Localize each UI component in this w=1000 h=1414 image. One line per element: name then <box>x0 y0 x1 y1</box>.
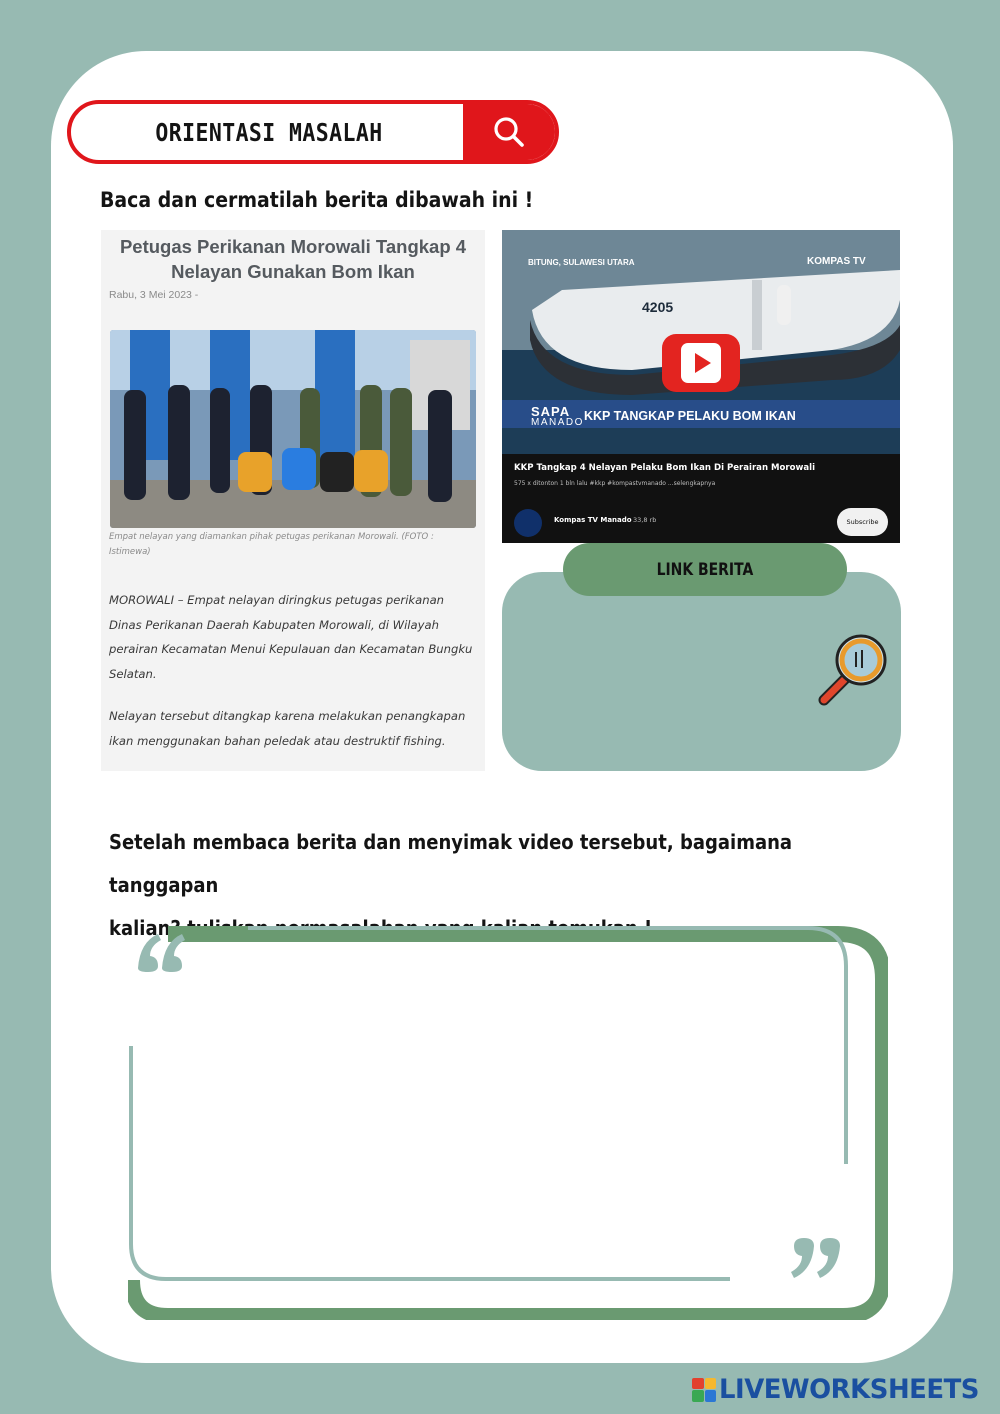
video-title[interactable]: KKP Tangkap 4 Nelayan Pelaku Bom Ikan Di Perairan Morowali <box>514 463 816 473</box>
instruction-text: Baca dan cermatilah berita dibawah ini ! <box>100 188 534 212</box>
news-article <box>101 230 485 771</box>
open-quote-icon <box>138 934 185 972</box>
channel-name[interactable]: Kompas TV Manado <box>554 516 632 524</box>
close-quote-icon <box>791 1238 840 1278</box>
article-date: Rabu, 3 Mei 2023 - <box>109 289 199 301</box>
article-photo <box>110 330 476 528</box>
svg-text:4205: 4205 <box>642 299 674 315</box>
question-text: Setelah membaca berita dan menyimak video tersebut, bagaimana tanggapan kalian? tuliskan permasalahan yang kalian temukan ! <box>109 830 793 940</box>
search-button[interactable] <box>463 104 555 160</box>
article-headline: Petugas Perikanan Morowali Tangkap 4 Nelayan Gunakan Bom Ikan <box>119 236 467 282</box>
answer-input[interactable] <box>170 990 810 1230</box>
section-title-bar <box>67 100 559 164</box>
section-title: ORIENTASI MASALAH <box>155 117 383 147</box>
liveworksheets-footer <box>692 1374 990 1405</box>
link-label-tab <box>563 543 847 596</box>
video-meta: 575 x ditonton 1 bln lalu #kkp #kompastvmanado ...selengkapnya <box>514 480 716 487</box>
magnifier-icon <box>814 630 894 710</box>
subscribe-button[interactable]: Subscribe <box>837 508 888 536</box>
search-icon <box>492 115 526 149</box>
liveworksheets-logo <box>692 1378 716 1402</box>
channel-brand: SAPA MANADO <box>531 404 584 428</box>
subscriber-count: 33,8 rb <box>633 516 657 524</box>
video-thumbnail[interactable] <box>502 230 900 543</box>
news-ticker: KKP TANGKAP PELAKU BOM IKAN <box>584 409 796 423</box>
article-paragraph: Nelayan tersebut ditangkap karena melakukan penangkapan ikan menggunakan bahan peledak atau destruktif fishing. <box>109 709 466 748</box>
play-button[interactable] <box>662 334 740 392</box>
svg-text:KOMPAS TV: KOMPAS TV <box>807 256 866 267</box>
location-tag: BITUNG, SULAWESI UTARA <box>528 258 635 267</box>
link-label: LINK BERITA <box>656 559 754 580</box>
article-paragraph: MOROWALI – Empat nelayan diringkus petugas perikanan Dinas Perikanan Daerah Kabupaten Morowali, di Wilayah perairan Kecamatan Menui Kepulauan dan Kecamatan Bungku Selatan. <box>109 593 473 681</box>
article-caption: Empat nelayan yang diamankan pihak petugas perikanan Morowali. (FOTO : Istimewa) <box>109 532 434 557</box>
channel-avatar[interactable] <box>514 509 542 537</box>
play-icon <box>681 343 721 383</box>
footer-brand: LIVEWORKSHEETS <box>719 1374 980 1405</box>
